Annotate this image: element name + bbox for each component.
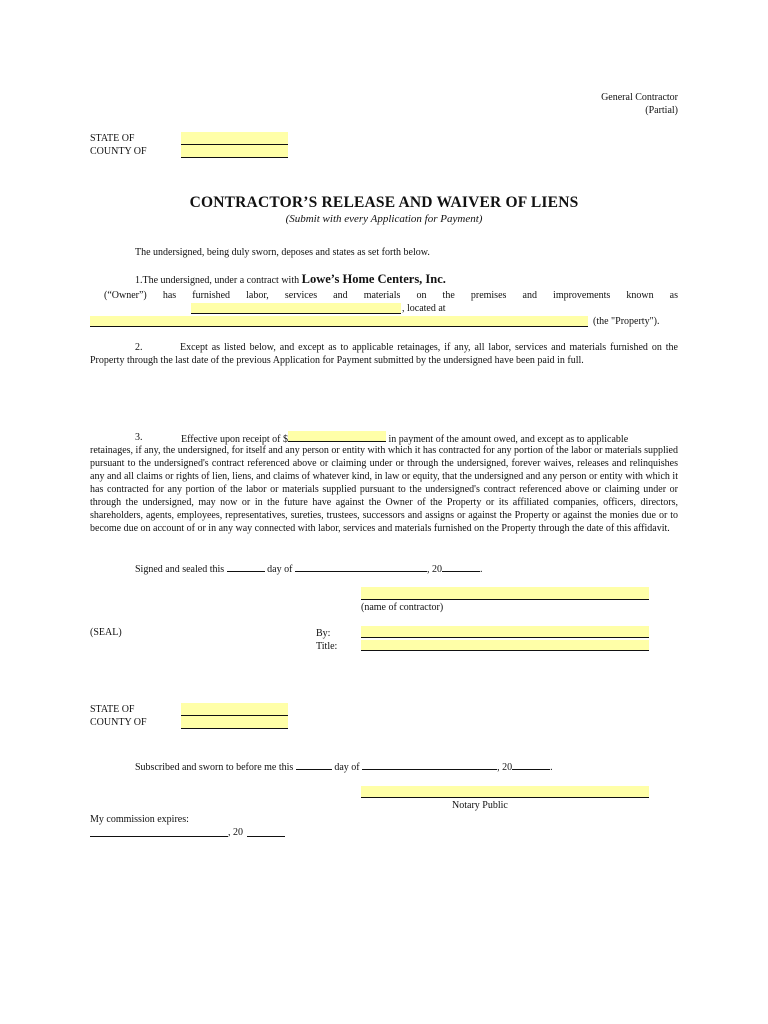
signed-year-field[interactable] — [442, 562, 480, 572]
state-field-top[interactable] — [181, 132, 288, 145]
by-signature-field[interactable] — [361, 626, 649, 638]
intro-text: The undersigned, being duly sworn, deposes and states as set forth below. — [135, 247, 430, 258]
para3-lead: Effective upon receipt of $ — [181, 434, 288, 445]
sworn-year-prefix: , 20 — [497, 762, 513, 773]
para1-line1 — [135, 273, 446, 287]
header-line-1: General Contractor — [601, 92, 678, 103]
county-label-bottom: COUNTY OF — [90, 717, 147, 728]
signed-day-of: day of — [267, 564, 293, 575]
property-address-field[interactable] — [90, 316, 588, 327]
contractor-caption: (name of contractor) — [361, 602, 444, 613]
document-header — [601, 91, 678, 117]
county-field-bottom[interactable] — [181, 716, 288, 729]
para3-text: retainages, if any, the undersigned, for itself and any person or entity with which it has contracted for any portion of the labor or materials supplied pursuant to the undersigned's contract referenced above or claiming under or through the undersigned, forever waives, releases and relinquishes any and all claims or rights of lien, liens, and claims of whatever kind, in law or equity, that the undersigned and any person or entity with which it has contracted for any portion of the labor or materials supplied pursuant to the undersigned's contract referenced above or claiming under or through the undersigned, may now or in the future have against the Owner of the Property or its affiliated companies, officers, directors, shareholders, agents, employees, representatives, sureties, trustees, successors and assigns or against the Property or against the monies due or to become due on account of or in any way connected with labor, services and materials furnished on the Property through the date of this affidavit. — [90, 445, 678, 534]
state-label-bottom: STATE OF — [90, 704, 135, 715]
document-title: CONTRACTOR’S RELEASE AND WAIVER OF LIENS — [189, 194, 579, 211]
sworn-day-of: day of — [334, 762, 360, 773]
sworn-year-field[interactable] — [512, 760, 550, 770]
title-label: Title: — [316, 641, 338, 652]
sworn-lead: Subscribed and sworn to before me this — [135, 762, 294, 773]
commission-label: My commission expires: — [90, 814, 189, 825]
sworn-day-field[interactable] — [296, 760, 332, 770]
owner-company-name: Lowe’s Home Centers, Inc. — [301, 272, 446, 286]
para2-text: Except as listed below, and except as to applicable retainages, if any, all labor, services and materials furnished on the Property through the last date of the previous Application for Payment submitted by the undersigned have been paid in full. — [90, 342, 678, 366]
para3-number: 3. — [135, 432, 143, 443]
sworn-end: . — [550, 762, 553, 773]
state-field-bottom[interactable] — [181, 703, 288, 716]
by-label: By: — [316, 628, 331, 639]
state-label-top: STATE OF — [90, 133, 135, 144]
document-subtitle: (Submit with every Application for Payment) — [285, 213, 483, 225]
sworn-line — [135, 760, 553, 774]
para2-number: 2. — [135, 342, 143, 353]
notary-caption: Notary Public — [452, 800, 508, 811]
notary-signature-field[interactable] — [361, 786, 649, 798]
commission-date-field[interactable] — [90, 826, 228, 837]
signed-line — [135, 562, 482, 576]
seal-label: (SEAL) — [90, 627, 122, 638]
contractor-name-field[interactable] — [361, 587, 649, 600]
para3-lead-tail: in payment of the amount owed, and except as to applicable — [386, 434, 629, 445]
signed-month-field[interactable] — [295, 562, 427, 572]
county-field-top[interactable] — [181, 145, 288, 158]
signed-year-prefix: , 20 — [426, 564, 442, 575]
header-line-2: (Partial) — [645, 105, 678, 116]
para1-lead: 1.The undersigned, under a contract with — [135, 275, 302, 286]
premises-field[interactable] — [191, 303, 401, 314]
para1-line2: (“Owner”) has furnished labor, services and materials on the premises and improvements known as — [104, 290, 678, 301]
signed-lead: Signed and sealed this — [135, 564, 225, 575]
commission-year-field[interactable] — [247, 826, 285, 837]
payment-amount-field[interactable] — [288, 431, 386, 442]
signed-day-field[interactable] — [227, 562, 265, 572]
property-label: (the "Property"). — [593, 316, 660, 327]
commission-year-prefix: , 20 — [228, 827, 243, 838]
sworn-month-field[interactable] — [362, 760, 497, 770]
title-field[interactable] — [361, 640, 649, 651]
located-at-text: , located at — [402, 303, 446, 314]
signed-end: . — [479, 564, 483, 575]
county-label-top: COUNTY OF — [90, 146, 147, 157]
